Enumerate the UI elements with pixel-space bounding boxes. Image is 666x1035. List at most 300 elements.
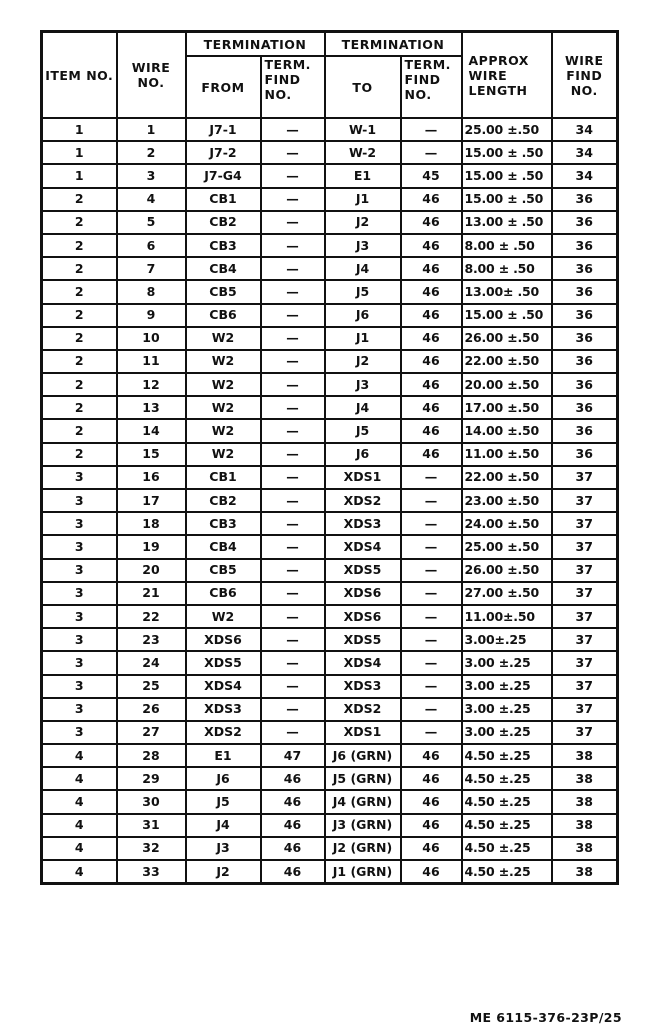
cell-item-no: 3 [42, 628, 117, 651]
cell-wire-find-no: 37 [552, 721, 618, 744]
cell-to-term-find-no: 46 [401, 188, 462, 211]
table-row [42, 350, 618, 373]
cell-approx-wire-length: 11.00±.50 [462, 605, 552, 628]
cell-from-term-find-no: — [261, 164, 325, 187]
table-row [42, 582, 618, 605]
cell-approx-wire-length: 11.00 ±.50 [462, 443, 552, 466]
cell-wire-find-no: 37 [552, 698, 618, 721]
cell-approx-wire-length: 4.50 ±.25 [462, 744, 552, 767]
cell-to-term-find-no: — [401, 559, 462, 582]
cell-wire-find-no: 37 [552, 535, 618, 558]
cell-from-term-find-no: 46 [261, 860, 325, 884]
cell-from: E1 [186, 744, 261, 767]
cell-from-term-find-no: — [261, 419, 325, 442]
cell-approx-wire-length: 13.00± .50 [462, 280, 552, 303]
cell-from: J5 [186, 790, 261, 813]
table-row [42, 327, 618, 350]
cell-to-term-find-no: 46 [401, 327, 462, 350]
cell-wire-no: 30 [117, 790, 186, 813]
table-row [42, 559, 618, 582]
cell-approx-wire-length: 8.00 ± .50 [462, 257, 552, 280]
cell-wire-no: 21 [117, 582, 186, 605]
cell-from: CB6 [186, 582, 261, 605]
cell-wire-find-no: 36 [552, 350, 618, 373]
cell-wire-find-no: 38 [552, 790, 618, 813]
table-row [42, 188, 618, 211]
cell-wire-find-no: 36 [552, 373, 618, 396]
cell-approx-wire-length: 3.00±.25 [462, 628, 552, 651]
cell-to: J6 [325, 304, 401, 327]
cell-from: CB4 [186, 535, 261, 558]
cell-to: XDS3 [325, 512, 401, 535]
cell-from: XDS6 [186, 628, 261, 651]
cell-from: CB5 [186, 280, 261, 303]
cell-approx-wire-length: 25.00 ±.50 [462, 535, 552, 558]
header-wire-no: WIRE NO. [117, 32, 186, 119]
cell-to-term-find-no: — [401, 628, 462, 651]
cell-item-no: 2 [42, 211, 117, 234]
cell-from-term-find-no: 46 [261, 767, 325, 790]
cell-to: J5 [325, 419, 401, 442]
cell-from-term-find-no: 47 [261, 744, 325, 767]
cell-wire-no: 17 [117, 489, 186, 512]
cell-wire-find-no: 36 [552, 327, 618, 350]
header-approx-wire-length: APPROX WIRE LENGTH [462, 32, 552, 119]
cell-from-term-find-no: — [261, 512, 325, 535]
cell-wire-find-no: 37 [552, 628, 618, 651]
cell-from-term-find-no: 46 [261, 790, 325, 813]
cell-item-no: 3 [42, 698, 117, 721]
cell-from-term-find-no: 46 [261, 814, 325, 837]
table-row [42, 767, 618, 790]
cell-wire-no: 28 [117, 744, 186, 767]
cell-to: J2 [325, 211, 401, 234]
cell-approx-wire-length: 24.00 ±.50 [462, 512, 552, 535]
cell-to-term-find-no: 46 [401, 790, 462, 813]
cell-from: J7-1 [186, 118, 261, 141]
cell-wire-no: 26 [117, 698, 186, 721]
cell-item-no: 3 [42, 559, 117, 582]
cell-approx-wire-length: 8.00 ± .50 [462, 234, 552, 257]
cell-to: J1 [325, 188, 401, 211]
cell-approx-wire-length: 17.00 ±.50 [462, 396, 552, 419]
cell-to: J2 (GRN) [325, 837, 401, 860]
cell-item-no: 3 [42, 651, 117, 674]
cell-from: CB2 [186, 211, 261, 234]
cell-item-no: 2 [42, 257, 117, 280]
cell-wire-find-no: 37 [552, 466, 618, 489]
cell-to-term-find-no: — [401, 651, 462, 674]
cell-item-no: 3 [42, 582, 117, 605]
cell-wire-no: 18 [117, 512, 186, 535]
cell-from-term-find-no: — [261, 675, 325, 698]
cell-from-term-find-no: — [261, 489, 325, 512]
cell-from-term-find-no: — [261, 118, 325, 141]
cell-item-no: 3 [42, 535, 117, 558]
cell-item-no: 2 [42, 373, 117, 396]
cell-approx-wire-length: 26.00 ±.50 [462, 559, 552, 582]
cell-from-term-find-no: — [261, 304, 325, 327]
cell-wire-find-no: 36 [552, 304, 618, 327]
cell-item-no: 2 [42, 419, 117, 442]
cell-wire-find-no: 36 [552, 280, 618, 303]
cell-to-term-find-no: — [401, 605, 462, 628]
cell-to: J5 (GRN) [325, 767, 401, 790]
cell-from-term-find-no: — [261, 257, 325, 280]
cell-from: XDS4 [186, 675, 261, 698]
cell-from: CB3 [186, 234, 261, 257]
cell-from: W2 [186, 443, 261, 466]
cell-wire-find-no: 34 [552, 118, 618, 141]
cell-wire-no: 11 [117, 350, 186, 373]
cell-to-term-find-no: 45 [401, 164, 462, 187]
cell-to-term-find-no: — [401, 721, 462, 744]
cell-approx-wire-length: 3.00 ±.25 [462, 721, 552, 744]
table-row [42, 419, 618, 442]
cell-to: XDS4 [325, 535, 401, 558]
cell-item-no: 2 [42, 327, 117, 350]
cell-to: XDS5 [325, 628, 401, 651]
cell-to: J3 [325, 373, 401, 396]
cell-to: J5 [325, 280, 401, 303]
cell-item-no: 1 [42, 164, 117, 187]
cell-approx-wire-length: 15.00 ± .50 [462, 188, 552, 211]
cell-to: XDS6 [325, 605, 401, 628]
header-item-no: ITEM NO. [42, 32, 117, 119]
cell-from: CB1 [186, 188, 261, 211]
header-from: FROM [186, 56, 261, 118]
cell-wire-no: 20 [117, 559, 186, 582]
cell-wire-no: 29 [117, 767, 186, 790]
cell-wire-find-no: 38 [552, 860, 618, 884]
cell-wire-no: 19 [117, 535, 186, 558]
cell-from-term-find-no: — [261, 559, 325, 582]
cell-from: XDS3 [186, 698, 261, 721]
cell-item-no: 2 [42, 396, 117, 419]
cell-from-term-find-no: — [261, 466, 325, 489]
cell-from-term-find-no: — [261, 698, 325, 721]
cell-wire-no: 8 [117, 280, 186, 303]
cell-to-term-find-no: — [401, 698, 462, 721]
cell-from: J2 [186, 860, 261, 884]
cell-approx-wire-length: 4.50 ±.25 [462, 767, 552, 790]
cell-item-no: 3 [42, 512, 117, 535]
cell-wire-no: 27 [117, 721, 186, 744]
cell-to: XDS4 [325, 651, 401, 674]
table-row [42, 164, 618, 187]
cell-approx-wire-length: 25.00 ±.50 [462, 118, 552, 141]
cell-from: W2 [186, 419, 261, 442]
cell-from-term-find-no: — [261, 396, 325, 419]
cell-wire-find-no: 36 [552, 234, 618, 257]
cell-wire-no: 4 [117, 188, 186, 211]
cell-to: J3 [325, 234, 401, 257]
cell-wire-no: 2 [117, 141, 186, 164]
cell-from-term-find-no: — [261, 234, 325, 257]
cell-wire-find-no: 37 [552, 582, 618, 605]
cell-wire-find-no: 36 [552, 396, 618, 419]
cell-from: J3 [186, 837, 261, 860]
cell-to-term-find-no: 46 [401, 419, 462, 442]
cell-approx-wire-length: 4.50 ±.25 [462, 860, 552, 884]
cell-wire-find-no: 36 [552, 257, 618, 280]
cell-to-term-find-no: — [401, 141, 462, 164]
cell-to-term-find-no: — [401, 512, 462, 535]
table-row [42, 651, 618, 674]
cell-to: XDS2 [325, 698, 401, 721]
table-row [42, 790, 618, 813]
cell-from: J7-2 [186, 141, 261, 164]
cell-to-term-find-no: 46 [401, 814, 462, 837]
cell-wire-find-no: 37 [552, 489, 618, 512]
cell-wire-no: 5 [117, 211, 186, 234]
cell-approx-wire-length: 15.00 ± .50 [462, 304, 552, 327]
cell-to-term-find-no: 46 [401, 373, 462, 396]
cell-item-no: 3 [42, 466, 117, 489]
table-row [42, 837, 618, 860]
cell-item-no: 1 [42, 141, 117, 164]
cell-wire-find-no: 37 [552, 512, 618, 535]
cell-from-term-find-no: 46 [261, 837, 325, 860]
cell-to: J1 [325, 327, 401, 350]
header-to-term-find-no: TERM. FIND NO. [401, 56, 462, 118]
cell-from-term-find-no: — [261, 141, 325, 164]
cell-from-term-find-no: — [261, 535, 325, 558]
cell-to: XDS6 [325, 582, 401, 605]
cell-from: XDS2 [186, 721, 261, 744]
cell-approx-wire-length: 14.00 ±.50 [462, 419, 552, 442]
cell-to-term-find-no: 46 [401, 767, 462, 790]
cell-from: W2 [186, 373, 261, 396]
cell-from: J7-G4 [186, 164, 261, 187]
cell-from: CB3 [186, 512, 261, 535]
cell-to-term-find-no: — [401, 582, 462, 605]
cell-to-term-find-no: — [401, 118, 462, 141]
cell-from: CB5 [186, 559, 261, 582]
table-row [42, 512, 618, 535]
cell-wire-find-no: 37 [552, 605, 618, 628]
cell-to: J3 (GRN) [325, 814, 401, 837]
table-row [42, 605, 618, 628]
header-from-term-find-no: TERM. FIND NO. [261, 56, 325, 118]
cell-approx-wire-length: 4.50 ±.25 [462, 790, 552, 813]
cell-approx-wire-length: 3.00 ±.25 [462, 651, 552, 674]
cell-wire-find-no: 38 [552, 767, 618, 790]
cell-wire-no: 9 [117, 304, 186, 327]
table-row [42, 118, 618, 141]
cell-to: E1 [325, 164, 401, 187]
cell-wire-no: 13 [117, 396, 186, 419]
table-row [42, 744, 618, 767]
cell-wire-find-no: 37 [552, 675, 618, 698]
cell-to: J6 [325, 443, 401, 466]
cell-from: W2 [186, 350, 261, 373]
cell-to: J4 [325, 396, 401, 419]
table-row [42, 443, 618, 466]
cell-wire-find-no: 38 [552, 814, 618, 837]
cell-to-term-find-no: 46 [401, 744, 462, 767]
cell-to-term-find-no: — [401, 535, 462, 558]
cell-item-no: 2 [42, 280, 117, 303]
cell-approx-wire-length: 23.00 ±.50 [462, 489, 552, 512]
cell-to: W-2 [325, 141, 401, 164]
cell-approx-wire-length: 15.00 ± .50 [462, 141, 552, 164]
cell-to-term-find-no: — [401, 466, 462, 489]
cell-item-no: 2 [42, 350, 117, 373]
table-row [42, 234, 618, 257]
table-row [42, 675, 618, 698]
cell-wire-no: 23 [117, 628, 186, 651]
table-body [42, 118, 618, 884]
cell-wire-no: 25 [117, 675, 186, 698]
table-row [42, 628, 618, 651]
cell-item-no: 4 [42, 744, 117, 767]
cell-approx-wire-length: 15.00 ± .50 [462, 164, 552, 187]
table-row [42, 396, 618, 419]
cell-to-term-find-no: 46 [401, 350, 462, 373]
table-row [42, 489, 618, 512]
table-row [42, 304, 618, 327]
cell-approx-wire-length: 4.50 ±.25 [462, 837, 552, 860]
cell-to-term-find-no: 46 [401, 860, 462, 884]
cell-to: XDS1 [325, 721, 401, 744]
cell-approx-wire-length: 26.00 ±.50 [462, 327, 552, 350]
cell-to-term-find-no: 46 [401, 211, 462, 234]
cell-from-term-find-no: — [261, 628, 325, 651]
cell-to: XDS1 [325, 466, 401, 489]
cell-item-no: 4 [42, 837, 117, 860]
cell-wire-no: 3 [117, 164, 186, 187]
cell-from-term-find-no: — [261, 721, 325, 744]
cell-to-term-find-no: 46 [401, 837, 462, 860]
cell-to: J4 [325, 257, 401, 280]
cell-from: W2 [186, 327, 261, 350]
cell-wire-no: 6 [117, 234, 186, 257]
cell-from-term-find-no: — [261, 211, 325, 234]
cell-from: W2 [186, 396, 261, 419]
header-termination-to-group: TERMINATION [325, 32, 462, 57]
cell-wire-no: 16 [117, 466, 186, 489]
header-termination-from-group: TERMINATION [186, 32, 325, 57]
cell-item-no: 4 [42, 790, 117, 813]
cell-wire-find-no: 37 [552, 559, 618, 582]
table-row [42, 280, 618, 303]
cell-from: W2 [186, 605, 261, 628]
cell-from: XDS5 [186, 651, 261, 674]
cell-from-term-find-no: — [261, 651, 325, 674]
wiring-list-table [40, 30, 619, 885]
cell-approx-wire-length: 3.00 ±.25 [462, 675, 552, 698]
figure-identifier: ME 6115-376-23P/25 [469, 1010, 622, 1025]
cell-from: CB1 [186, 466, 261, 489]
cell-wire-no: 10 [117, 327, 186, 350]
cell-wire-no: 32 [117, 837, 186, 860]
cell-item-no: 3 [42, 675, 117, 698]
cell-item-no: 1 [42, 118, 117, 141]
cell-item-no: 4 [42, 814, 117, 837]
cell-item-no: 2 [42, 234, 117, 257]
cell-wire-no: 31 [117, 814, 186, 837]
table-row [42, 535, 618, 558]
cell-from-term-find-no: — [261, 605, 325, 628]
cell-wire-no: 15 [117, 443, 186, 466]
cell-to: J1 (GRN) [325, 860, 401, 884]
cell-approx-wire-length: 13.00 ± .50 [462, 211, 552, 234]
table-header [42, 32, 618, 119]
cell-to-term-find-no: 46 [401, 234, 462, 257]
table-row [42, 698, 618, 721]
cell-wire-no: 14 [117, 419, 186, 442]
cell-wire-no: 7 [117, 257, 186, 280]
wiring-table-sheet [40, 30, 616, 885]
cell-wire-find-no: 36 [552, 443, 618, 466]
cell-from: CB2 [186, 489, 261, 512]
table-row [42, 373, 618, 396]
cell-from-term-find-no: — [261, 443, 325, 466]
cell-wire-find-no: 34 [552, 141, 618, 164]
cell-to-term-find-no: 46 [401, 443, 462, 466]
cell-item-no: 3 [42, 605, 117, 628]
cell-to: XDS2 [325, 489, 401, 512]
cell-wire-find-no: 36 [552, 211, 618, 234]
cell-approx-wire-length: 3.00 ±.25 [462, 698, 552, 721]
cell-to-term-find-no: 46 [401, 304, 462, 327]
cell-item-no: 4 [42, 767, 117, 790]
cell-from-term-find-no: — [261, 350, 325, 373]
cell-wire-find-no: 38 [552, 744, 618, 767]
cell-wire-no: 22 [117, 605, 186, 628]
cell-from: CB4 [186, 257, 261, 280]
cell-from: CB6 [186, 304, 261, 327]
table-row [42, 211, 618, 234]
cell-to-term-find-no: — [401, 489, 462, 512]
cell-wire-no: 1 [117, 118, 186, 141]
cell-from-term-find-no: — [261, 280, 325, 303]
table-row [42, 860, 618, 884]
header-wire-find-no: WIRE FIND NO. [552, 32, 618, 119]
cell-wire-find-no: 37 [552, 651, 618, 674]
cell-to: W-1 [325, 118, 401, 141]
table-row [42, 257, 618, 280]
table-row [42, 466, 618, 489]
cell-item-no: 2 [42, 188, 117, 211]
cell-from-term-find-no: — [261, 582, 325, 605]
cell-wire-no: 24 [117, 651, 186, 674]
cell-to-term-find-no: 46 [401, 396, 462, 419]
cell-wire-find-no: 36 [552, 188, 618, 211]
cell-to-term-find-no: 46 [401, 257, 462, 280]
cell-item-no: 4 [42, 860, 117, 884]
table-row [42, 721, 618, 744]
table-row [42, 141, 618, 164]
cell-to-term-find-no: — [401, 675, 462, 698]
cell-from-term-find-no: — [261, 373, 325, 396]
cell-from-term-find-no: — [261, 327, 325, 350]
cell-from: J4 [186, 814, 261, 837]
cell-item-no: 2 [42, 443, 117, 466]
cell-to: J2 [325, 350, 401, 373]
cell-item-no: 2 [42, 304, 117, 327]
cell-to-term-find-no: 46 [401, 280, 462, 303]
cell-to: J6 (GRN) [325, 744, 401, 767]
cell-to: J4 (GRN) [325, 790, 401, 813]
cell-item-no: 3 [42, 489, 117, 512]
cell-approx-wire-length: 27.00 ±.50 [462, 582, 552, 605]
cell-approx-wire-length: 20.00 ±.50 [462, 373, 552, 396]
cell-approx-wire-length: 4.50 ±.25 [462, 814, 552, 837]
cell-approx-wire-length: 22.00 ±.50 [462, 466, 552, 489]
cell-wire-find-no: 34 [552, 164, 618, 187]
